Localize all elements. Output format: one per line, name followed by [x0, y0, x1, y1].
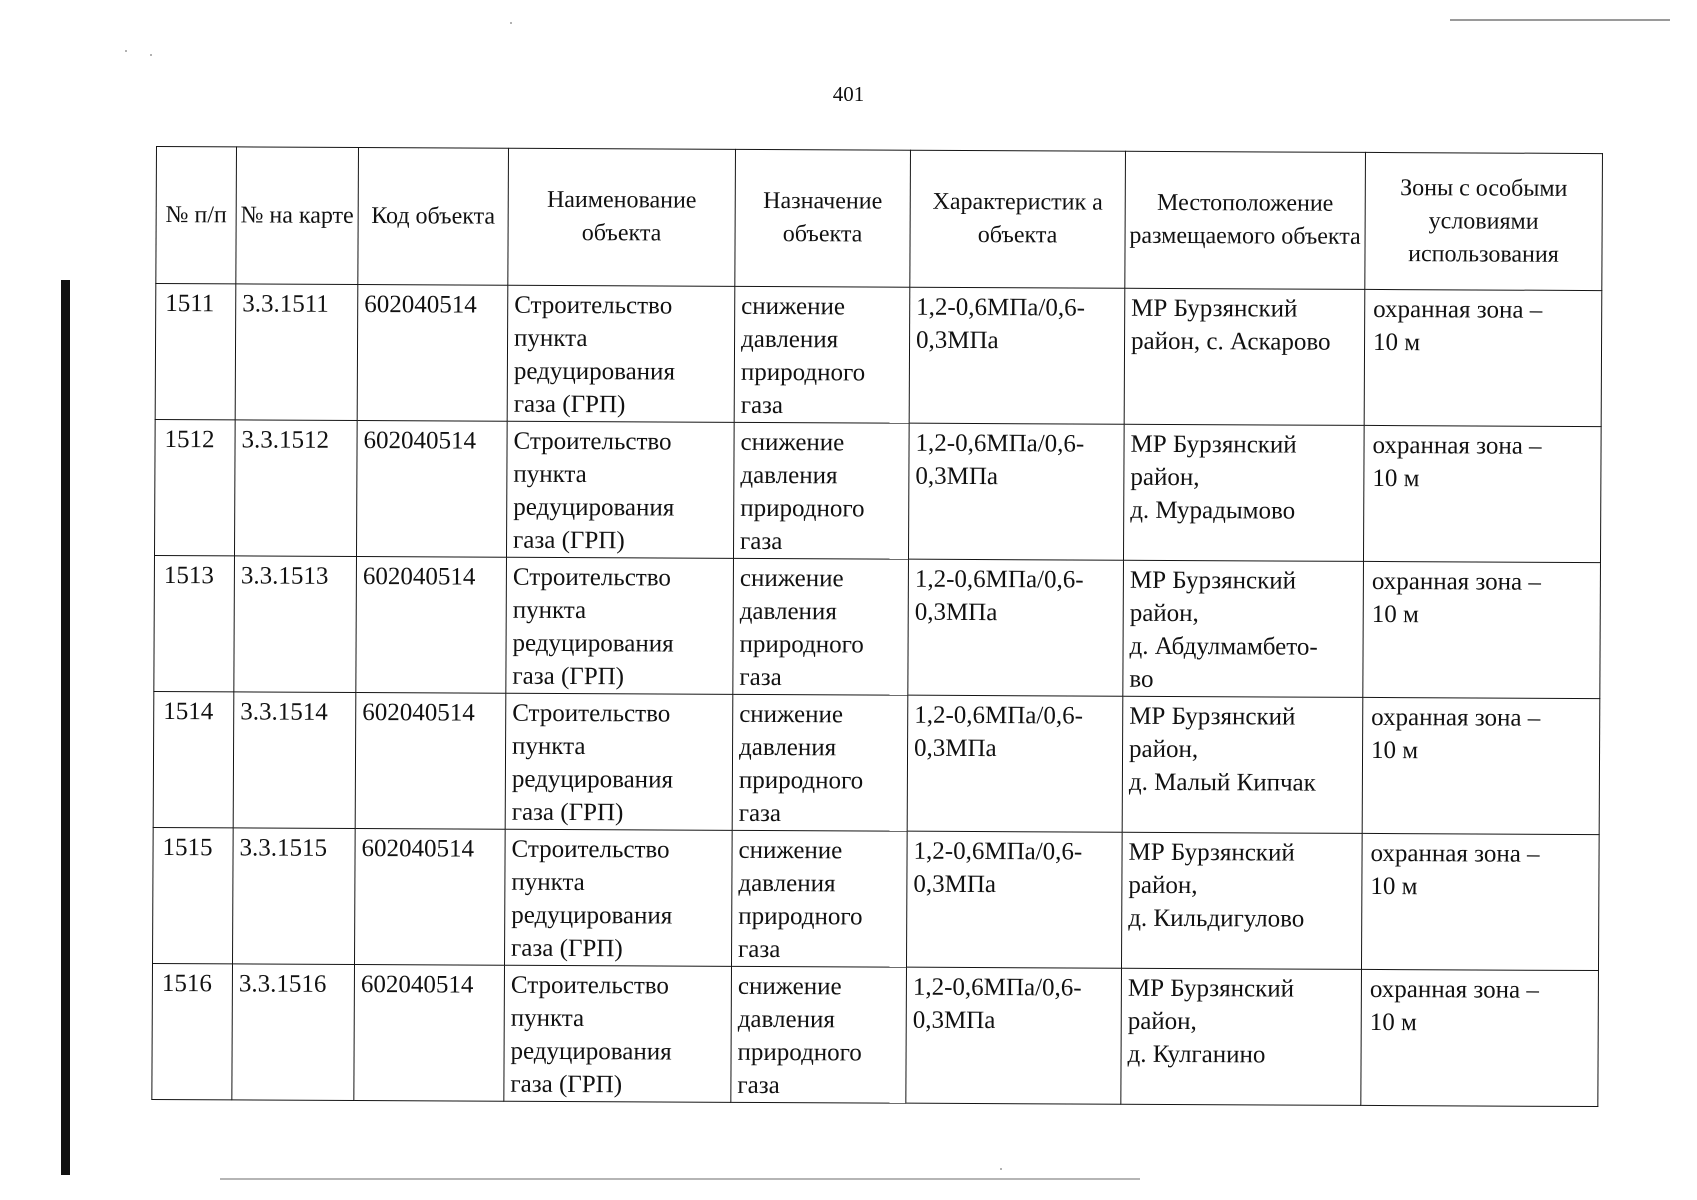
cell-zone — [1363, 425, 1601, 562]
table-row — [153, 691, 1600, 834]
header-cell-purpose: Назначение объекта — [735, 149, 911, 287]
header-cell-characteristic: Характеристик а объекта — [910, 150, 1126, 288]
cell-purpose-line: природного — [738, 902, 863, 931]
scan-edge-line-bottom — [220, 1178, 1140, 1180]
cell-location-line: МР Бурзянский — [1128, 838, 1295, 867]
cell-zone-line: охранная зона – — [1369, 975, 1539, 1004]
cell-name-line: Строительство — [512, 563, 671, 592]
table-header-row — [156, 147, 1603, 291]
document-table-wrapper — [151, 146, 1602, 1103]
cell-characteristic-line: 1,2-0,6МПа/0,6- — [912, 973, 1082, 1002]
cell-name-line: пункта — [512, 596, 587, 625]
cell-purpose-line: газа — [737, 1071, 780, 1100]
cell-name-line: газа (ГРП) — [513, 390, 626, 419]
cell-code: 602040514 — [355, 692, 506, 829]
cell-purpose — [734, 286, 910, 423]
cell-purpose-line: природного — [738, 766, 864, 795]
cell-num: 1515 — [153, 827, 234, 963]
cell-location-line: МР Бурзянский — [1130, 430, 1297, 459]
table-row — [154, 555, 1601, 698]
cell-purpose-line: давления — [739, 597, 837, 626]
table-row — [154, 419, 1601, 562]
cell-name — [505, 693, 733, 830]
cell-location — [1121, 968, 1362, 1105]
cell-num: 1514 — [153, 691, 234, 827]
cell-characteristic — [906, 831, 1122, 968]
scan-speck — [1000, 1168, 1002, 1170]
cell-purpose-line: давления — [737, 1005, 835, 1034]
cell-zone-line: охранная зона – — [1371, 567, 1541, 596]
cell-purpose-line: давления — [740, 461, 838, 490]
cell-map-no: 3.3.1515 — [233, 828, 356, 965]
cell-zone-line: охранная зона – — [1372, 431, 1542, 460]
header-cell-map-no: № на карте — [236, 147, 359, 285]
cell-name-line: Строительство — [512, 699, 671, 728]
cell-location — [1123, 560, 1364, 697]
cell-location-line: МР Бурзянский — [1131, 294, 1298, 323]
cell-num: 1516 — [152, 963, 233, 1099]
cell-name-line: пункта — [511, 868, 585, 897]
cell-name-line: редуцирования — [512, 629, 674, 658]
cell-purpose-line: снижение — [738, 836, 843, 865]
cell-purpose-line: газа — [738, 935, 781, 964]
cell-name-line: Строительство — [514, 291, 673, 320]
cell-code: 602040514 — [356, 420, 507, 557]
cell-zone — [1362, 697, 1600, 834]
cell-characteristic — [906, 967, 1122, 1104]
cell-zone-line: 10 м — [1370, 736, 1419, 765]
cell-name — [504, 965, 732, 1102]
cell-location-line: МР Бурзянский — [1129, 566, 1297, 595]
cell-location-line: МР Бурзянский — [1127, 974, 1295, 1003]
header-cell-code: Код объекта — [358, 147, 509, 285]
cell-characteristic-line: 0,3МПа — [915, 326, 999, 355]
cell-zone-line: 10 м — [1369, 1008, 1417, 1037]
cell-name-line: Строительство — [510, 971, 669, 1000]
cell-name-line: редуцирования — [511, 901, 673, 930]
cell-zone-line: охранная зона – — [1371, 703, 1541, 732]
cell-characteristic-line: 0,3МПа — [913, 870, 997, 899]
table-body — [152, 284, 1602, 1107]
cell-characteristic-line: 0,3МПа — [914, 598, 998, 627]
cell-zone-line: охранная зона – — [1373, 295, 1543, 324]
cell-location-line: район, — [1127, 1007, 1197, 1036]
scan-speck — [510, 22, 512, 24]
cell-characteristic-line: 1,2-0,6МПа/0,6- — [914, 701, 1084, 730]
cell-location-line: район, — [1128, 735, 1199, 764]
cell-num: 1511 — [155, 284, 236, 420]
cell-zone-line: 10 м — [1372, 464, 1420, 493]
cell-characteristic-line: 0,3МПа — [912, 1006, 996, 1035]
cell-zone-line: 10 м — [1372, 328, 1421, 357]
cell-name-line: газа (ГРП) — [513, 526, 625, 555]
cell-num: 1512 — [154, 419, 235, 555]
cell-purpose — [733, 558, 909, 695]
scan-edge-line-top — [1450, 19, 1670, 21]
cell-location-line: во — [1129, 665, 1154, 693]
scan-speck — [125, 50, 127, 52]
cell-location-line: район, — [1128, 871, 1198, 900]
cell-location-line: район, с. Аскарово — [1130, 327, 1331, 356]
cell-location-line: д. Абдулмамбето- — [1129, 632, 1318, 661]
header-cell-location: Местоположение размещаемого объекта — [1125, 151, 1366, 289]
cell-purpose-line: газа — [740, 391, 784, 420]
cell-purpose-line: снижение — [741, 292, 846, 321]
cell-characteristic-line: 1,2-0,6МПа/0,6- — [914, 565, 1084, 594]
cell-zone — [1364, 289, 1602, 426]
cell-purpose-line: газа — [740, 527, 783, 556]
cell-name-line: Строительство — [511, 835, 670, 864]
cell-location-line: д. Малый Кипчак — [1128, 768, 1316, 797]
page-number: 401 — [832, 82, 865, 106]
cell-characteristic-line: 0,3МПа — [914, 734, 997, 763]
cell-purpose-line: снижение — [740, 428, 845, 457]
cell-purpose-line: снижение — [739, 564, 844, 593]
cell-code: 602040514 — [357, 284, 508, 421]
cell-name-line: пункта — [510, 1004, 585, 1033]
cell-name — [507, 285, 735, 422]
cell-location — [1122, 696, 1363, 833]
cell-zone-line: охранная зона – — [1370, 839, 1540, 868]
cell-purpose-line: газа — [739, 663, 782, 692]
cell-name-line: пункта — [512, 732, 586, 761]
cell-name — [505, 829, 733, 966]
objects-table — [151, 146, 1603, 1107]
cell-location — [1121, 832, 1362, 969]
cell-map-no: 3.3.1516 — [232, 964, 355, 1101]
cell-name-line: газа (ГРП) — [512, 662, 625, 691]
cell-purpose — [733, 422, 909, 559]
cell-purpose — [732, 694, 908, 831]
cell-name-line: редуцирования — [513, 357, 676, 386]
cell-map-no: 3.3.1511 — [235, 284, 358, 421]
header-cell-num: № п/п — [156, 147, 237, 284]
table-row — [152, 963, 1599, 1106]
cell-map-no: 3.3.1513 — [234, 556, 357, 693]
cell-purpose-line: давления — [739, 733, 837, 762]
cell-zone — [1361, 833, 1599, 970]
cell-name-line: газа (ГРП) — [510, 1070, 623, 1099]
cell-purpose-line: природного — [740, 358, 866, 387]
cell-name — [506, 421, 734, 558]
cell-characteristic-line: 0,3МПа — [915, 462, 999, 491]
cell-location-line: район, — [1129, 599, 1199, 628]
scan-speck — [150, 54, 152, 56]
cell-purpose-line: природного — [740, 494, 865, 523]
cell-code: 602040514 — [356, 556, 507, 693]
cell-name — [506, 557, 734, 694]
cell-code: 602040514 — [355, 828, 506, 965]
cell-zone — [1361, 969, 1599, 1106]
cell-location-line: д. Кулганино — [1127, 1040, 1266, 1069]
cell-location-line: МР Бурзянский — [1129, 702, 1296, 731]
header-cell-zone: Зоны с особыми условиями использования — [1365, 152, 1603, 290]
cell-purpose-line: снижение — [739, 700, 844, 729]
cell-characteristic — [907, 695, 1123, 832]
cell-purpose — [731, 966, 907, 1103]
table-row — [153, 827, 1600, 970]
cell-purpose-line: давления — [740, 325, 839, 354]
cell-purpose-line: снижение — [737, 972, 842, 1001]
cell-characteristic-line: 1,2-0,6МПа/0,6- — [913, 837, 1083, 866]
header-cell-name: Наименование объекта — [508, 148, 736, 286]
cell-name-line: газа (ГРП) — [511, 934, 623, 963]
cell-zone-line: 10 м — [1371, 600, 1419, 629]
table-row — [155, 284, 1602, 427]
cell-map-no: 3.3.1514 — [233, 692, 356, 829]
cell-characteristic-line: 1,2-0,6МПа/0,6- — [915, 429, 1085, 458]
cell-name-line: редуцирования — [511, 765, 674, 794]
cell-characteristic — [909, 287, 1125, 424]
cell-name-line: пункта — [513, 460, 587, 489]
cell-characteristic — [908, 423, 1124, 560]
cell-name-line: редуцирования — [510, 1037, 672, 1066]
cell-purpose-line: давления — [738, 869, 836, 898]
cell-purpose — [731, 830, 907, 967]
cell-name-line: пункта — [513, 324, 588, 353]
cell-location-line: д. Кильдигулово — [1128, 904, 1305, 933]
cell-purpose-line: природного — [737, 1038, 862, 1067]
cell-zone-line: 10 м — [1370, 872, 1418, 901]
cell-name-line: редуцирования — [513, 493, 675, 522]
cell-purpose-line: газа — [738, 799, 782, 828]
cell-code: 602040514 — [354, 964, 505, 1101]
scan-binding-bar — [61, 280, 70, 1175]
cell-name-line: Строительство — [513, 427, 672, 456]
cell-name-line: газа (ГРП) — [511, 798, 624, 827]
cell-purpose-line: природного — [739, 630, 864, 659]
cell-location — [1123, 424, 1364, 561]
cell-num: 1513 — [154, 555, 235, 691]
cell-location-line: район, — [1130, 463, 1200, 492]
cell-location — [1124, 288, 1365, 425]
cell-characteristic — [908, 559, 1124, 696]
cell-map-no: 3.3.1512 — [234, 420, 357, 557]
cell-location-line: д. Мурадымово — [1130, 496, 1296, 525]
cell-zone — [1363, 561, 1601, 698]
cell-characteristic-line: 1,2-0,6МПа/0,6- — [916, 293, 1086, 322]
